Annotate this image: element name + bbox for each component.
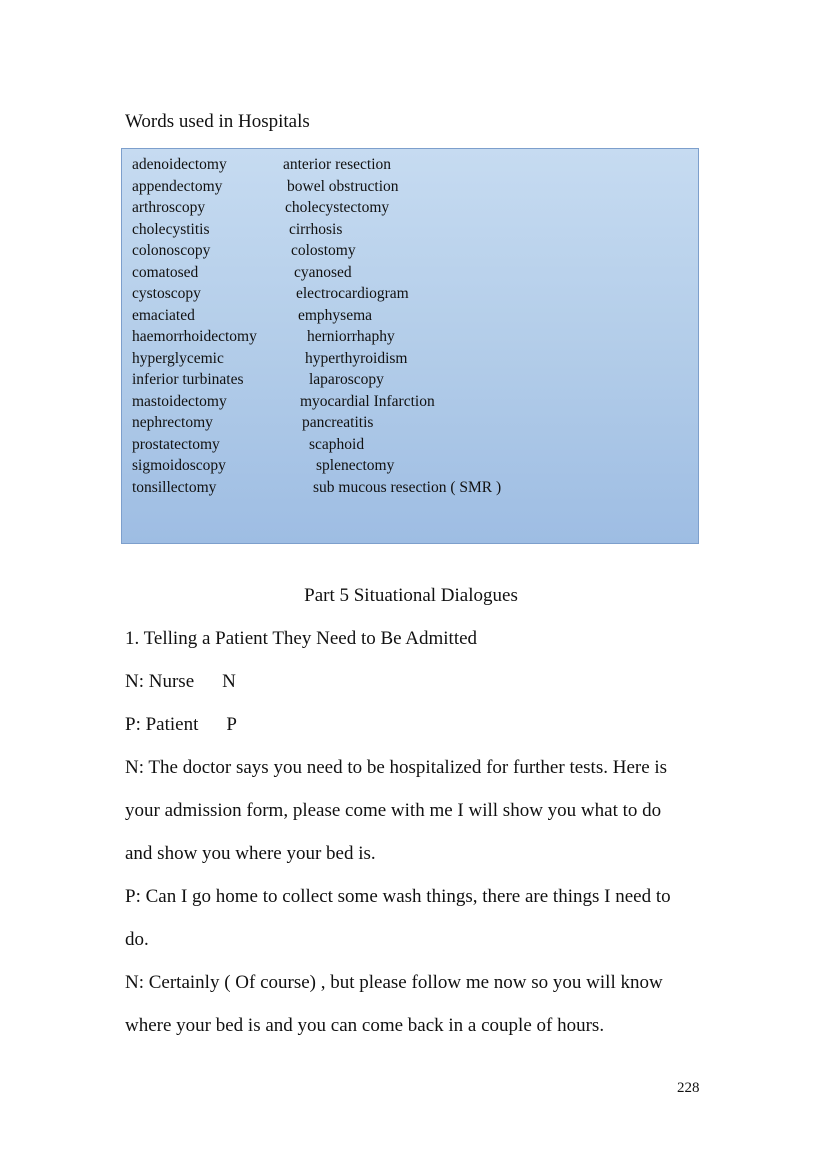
word-right: anterior resection (283, 156, 392, 173)
word-right: pancreatitis (302, 414, 374, 431)
word-left: cystoscopy (132, 285, 201, 302)
dialogue-line: do. (125, 929, 149, 950)
word-row (122, 197, 698, 218)
word-left: nephrectomy (132, 414, 213, 431)
part-title: Part 5 Situational Dialogues (304, 585, 518, 606)
word-right: splenectomy (316, 457, 395, 474)
dialogue-line: your admission form, please come with me I will show you what to do (125, 800, 662, 821)
word-row (122, 455, 698, 476)
word-row (122, 412, 698, 433)
word-left: colonoscopy (132, 242, 211, 259)
page-number: 228 (677, 1080, 700, 1096)
word-row (122, 477, 698, 498)
role-label: N: Nurse (125, 671, 195, 692)
word-left: mastoidectomy (132, 393, 227, 410)
word-row (122, 240, 698, 261)
word-left: emaciated (132, 307, 195, 324)
word-left: cholecystitis (132, 221, 210, 238)
word-right: colostomy (291, 242, 356, 259)
dialogue-line: and show you where your bed is. (125, 843, 376, 864)
word-right: herniorrhaphy (307, 328, 395, 345)
word-row (122, 154, 698, 175)
word-left: inferior turbinates (132, 371, 244, 388)
word-left: haemorrhoidectomy (132, 328, 257, 345)
dialogue-line: where your bed is and you can come back in a couple of hours. (125, 1015, 605, 1036)
word-right: cyanosed (294, 264, 352, 281)
role-code: P (226, 714, 237, 735)
role-label: P: Patient (125, 714, 199, 735)
word-row (122, 391, 698, 412)
word-left: prostatectomy (132, 436, 220, 453)
section-heading: Words used in Hospitals (125, 111, 310, 132)
word-left: sigmoidoscopy (132, 457, 226, 474)
hospital-words-box (121, 148, 699, 544)
word-left: hyperglycemic (132, 350, 224, 367)
word-right: scaphoid (309, 436, 365, 453)
role-key-patient (125, 712, 237, 738)
word-right: hyperthyroidism (305, 350, 408, 367)
dialogue-line: P: Can I go home to collect some wash things, there are things I need to (125, 886, 671, 907)
word-right: sub mucous resection ( SMR ) (313, 479, 502, 496)
word-row (122, 348, 698, 369)
word-right: cirrhosis (289, 221, 343, 238)
word-left: tonsillectomy (132, 479, 217, 496)
word-row (122, 434, 698, 455)
word-right: laparoscopy (309, 371, 384, 388)
dialogue-line: N: The doctor says you need to be hospitalized for further tests. Here is (125, 757, 668, 778)
role-code: N (222, 671, 236, 692)
word-row (122, 283, 698, 304)
word-row (122, 262, 698, 283)
word-left: adenoidectomy (132, 156, 227, 173)
word-row (122, 219, 698, 240)
word-row (122, 176, 698, 197)
word-left: appendectomy (132, 178, 223, 195)
dialogue-line: N: Certainly ( Of course) , but please follow me now so you will know (125, 972, 663, 993)
word-row (122, 369, 698, 390)
word-left: comatosed (132, 264, 199, 281)
dialogue-title: 1. Telling a Patient They Need to Be Admitted (125, 628, 478, 649)
word-left: arthroscopy (132, 199, 206, 216)
word-row (122, 305, 698, 326)
word-right: electrocardiogram (296, 285, 409, 302)
word-right: emphysema (298, 307, 373, 324)
word-right: cholecystectomy (285, 199, 390, 216)
role-key-nurse (125, 669, 236, 695)
word-row (122, 326, 698, 347)
word-right: bowel obstruction (287, 178, 399, 195)
word-right: myocardial Infarction (300, 393, 435, 410)
